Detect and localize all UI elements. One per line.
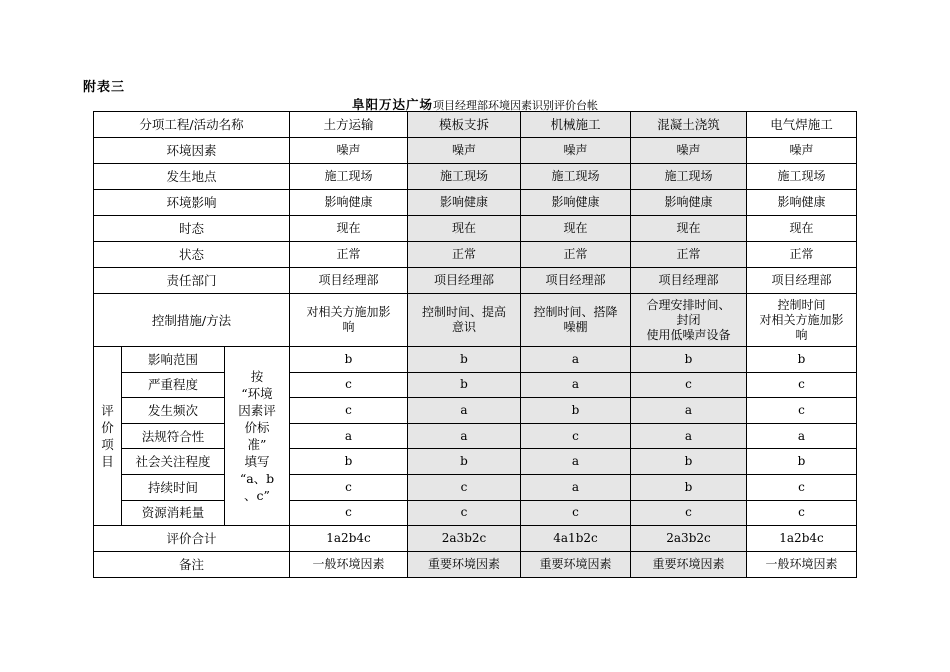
table-cell: 现在	[521, 216, 631, 242]
grade-cell: c	[290, 500, 408, 526]
evaluation-row	[94, 398, 857, 424]
control-line: 响	[342, 320, 355, 334]
total-cell: 1a2b4c	[747, 526, 857, 552]
control-line: 对相关方施加影	[759, 312, 844, 327]
row-label: 环境因素	[94, 138, 290, 164]
activity-name: 混凝土浇筑	[631, 112, 747, 138]
evaluation-instruction	[225, 347, 290, 526]
total-cell: 1a2b4c	[290, 526, 408, 552]
attribute-row	[94, 216, 857, 242]
row-label: 环境影响	[94, 190, 290, 216]
table-cell: 正常	[521, 242, 631, 268]
row-label: 备注	[94, 552, 290, 578]
attribute-row	[94, 242, 857, 268]
attribute-row	[94, 190, 857, 216]
grade-cell: b	[631, 347, 747, 373]
criterion-label: 资源消耗量	[122, 500, 225, 526]
criterion-label: 发生频次	[122, 398, 225, 424]
group-char: 价	[101, 420, 114, 436]
total-cell: 2a3b2c	[408, 526, 521, 552]
instruction-line: 按	[250, 369, 264, 385]
table-cell: 影响健康	[290, 190, 408, 216]
table-cell: 项目经理部	[747, 268, 857, 294]
grade-cell: c	[290, 474, 408, 500]
control-row	[94, 294, 857, 347]
table-cell: 影响健康	[521, 190, 631, 216]
grade-cell: c	[521, 500, 631, 526]
grade-cell: a	[631, 398, 747, 424]
control-cell	[747, 294, 857, 347]
row-label: 控制措施/方法	[94, 294, 290, 347]
project-name: 阜阳万达广场	[351, 97, 433, 112]
table-cell: 噪声	[631, 138, 747, 164]
group-char: 目	[101, 454, 114, 470]
instruction-line: 准”	[247, 437, 267, 453]
grade-cell: b	[631, 449, 747, 475]
group-char: 项	[101, 437, 114, 453]
row-label: 责任部门	[94, 268, 290, 294]
table-cell: 影响健康	[747, 190, 857, 216]
grade-cell: c	[747, 500, 857, 526]
grade-cell: b	[290, 449, 408, 475]
table-cell: 施工现场	[290, 164, 408, 190]
control-line: 合理安排时间、	[646, 297, 731, 312]
grade-cell: c	[747, 372, 857, 398]
instruction-line: “环境	[241, 386, 273, 402]
grade-cell: c	[521, 423, 631, 449]
header-row	[94, 112, 857, 138]
evaluation-row	[94, 474, 857, 500]
grade-cell: a	[521, 372, 631, 398]
table-cell: 现在	[631, 216, 747, 242]
control-line: 意识	[451, 320, 476, 334]
instruction-line: 填写	[244, 454, 270, 470]
control-line: 对相关方施加影	[306, 305, 391, 319]
row-label: 时态	[94, 216, 290, 242]
evaluation-row	[94, 347, 857, 373]
table-cell: 噪声	[521, 138, 631, 164]
control-cell	[631, 294, 747, 347]
grade-cell: b	[747, 347, 857, 373]
criterion-label: 持续时间	[122, 474, 225, 500]
remark-cell: 一般环境因素	[747, 552, 857, 578]
table-cell: 项目经理部	[631, 268, 747, 294]
grade-cell: a	[521, 449, 631, 475]
control-line: 噪棚	[563, 320, 588, 334]
instruction-line: 价标	[244, 420, 270, 436]
table-cell: 项目经理部	[408, 268, 521, 294]
control-line: 控制时间、提高	[421, 305, 506, 319]
table-cell: 噪声	[290, 138, 408, 164]
grade-cell: c	[290, 398, 408, 424]
evaluation-row	[94, 500, 857, 526]
activity-name: 机械施工	[521, 112, 631, 138]
row-label: 发生地点	[94, 164, 290, 190]
activity-name: 电气焊施工	[747, 112, 857, 138]
table-cell: 施工现场	[631, 164, 747, 190]
group-char: 评	[101, 403, 114, 419]
control-line: 封闭	[676, 312, 701, 327]
table-cell: 影响健康	[631, 190, 747, 216]
grade-cell: b	[290, 347, 408, 373]
total-row	[94, 526, 857, 552]
criterion-label: 社会关注程度	[122, 449, 225, 475]
evaluation-row	[94, 449, 857, 475]
instruction-line: 因素评	[238, 403, 276, 419]
remark-cell: 重要环境因素	[521, 552, 631, 578]
control-line: 控制时间、搭降	[533, 305, 618, 319]
grade-cell: b	[521, 398, 631, 424]
grade-cell: a	[631, 423, 747, 449]
table-cell: 正常	[631, 242, 747, 268]
criterion-label: 法规符合性	[122, 423, 225, 449]
grade-cell: c	[747, 398, 857, 424]
grade-cell: c	[631, 500, 747, 526]
table-cell: 正常	[747, 242, 857, 268]
table-cell: 现在	[747, 216, 857, 242]
total-cell: 4a1b2c	[521, 526, 631, 552]
table-cell: 正常	[290, 242, 408, 268]
row-label: 评价合计	[94, 526, 290, 552]
attribute-row	[94, 268, 857, 294]
grade-cell: a	[521, 347, 631, 373]
evaluation-group-text	[101, 402, 115, 470]
grade-cell: b	[631, 474, 747, 500]
annex-title: 附表三	[83, 80, 126, 95]
grade-cell: a	[408, 423, 521, 449]
environmental-factor-table	[93, 111, 857, 578]
activity-header: 分项工程/活动名称	[94, 112, 290, 138]
control-line: 使用低噪声设备	[646, 327, 731, 342]
evaluation-row	[94, 423, 857, 449]
table-cell: 现在	[290, 216, 408, 242]
evaluation-group-label	[94, 347, 122, 526]
grade-cell: b	[408, 449, 521, 475]
grade-cell: c	[408, 474, 521, 500]
evaluation-row	[94, 372, 857, 398]
attribute-row	[94, 138, 857, 164]
grade-cell: b	[408, 372, 521, 398]
title-rest: 项目经理部环境因素识别评价台帐	[433, 99, 598, 112]
remark-cell: 重要环境因素	[408, 552, 521, 578]
remark-cell: 一般环境因素	[290, 552, 408, 578]
criterion-label: 严重程度	[122, 372, 225, 398]
grade-cell: a	[521, 474, 631, 500]
row-label: 状态	[94, 242, 290, 268]
attribute-row	[94, 164, 857, 190]
grade-cell: a	[408, 398, 521, 424]
table-cell: 施工现场	[408, 164, 521, 190]
table-cell: 噪声	[747, 138, 857, 164]
table-cell: 现在	[408, 216, 521, 242]
criterion-label: 影响范围	[122, 347, 225, 373]
table-cell: 影响健康	[408, 190, 521, 216]
grade-cell: b	[408, 347, 521, 373]
control-line: 响	[795, 327, 808, 342]
grade-cell: c	[408, 500, 521, 526]
table-cell: 噪声	[408, 138, 521, 164]
grade-cell: c	[747, 474, 857, 500]
remark-row	[94, 552, 857, 578]
total-cell: 2a3b2c	[631, 526, 747, 552]
activity-name: 土方运输	[290, 112, 408, 138]
table-cell: 施工现场	[747, 164, 857, 190]
table-cell: 正常	[408, 242, 521, 268]
grade-cell: a	[290, 423, 408, 449]
control-cell	[521, 294, 631, 347]
table-cell: 项目经理部	[521, 268, 631, 294]
grade-cell: b	[747, 449, 857, 475]
table-cell: 施工现场	[521, 164, 631, 190]
control-cell	[290, 294, 408, 347]
grade-cell: c	[631, 372, 747, 398]
activity-name: 模板支拆	[408, 112, 521, 138]
grade-cell: a	[747, 423, 857, 449]
grade-cell: c	[290, 372, 408, 398]
instruction-line: “a、b	[239, 471, 275, 487]
remark-cell: 重要环境因素	[631, 552, 747, 578]
control-cell	[408, 294, 521, 347]
table-cell: 项目经理部	[290, 268, 408, 294]
instruction-line: 、c”	[244, 488, 270, 504]
control-line: 控制时间	[777, 297, 826, 312]
